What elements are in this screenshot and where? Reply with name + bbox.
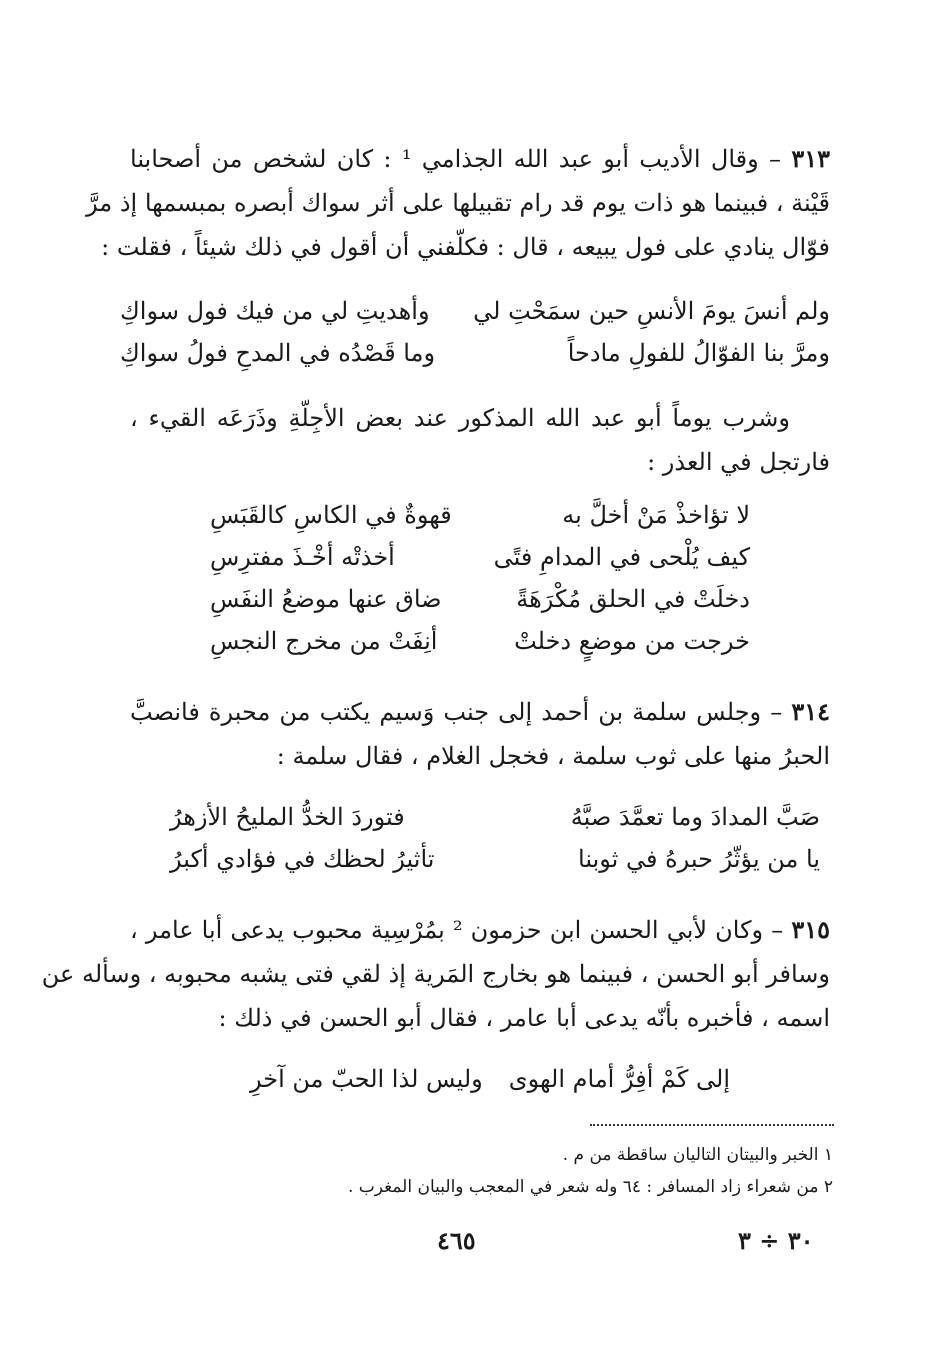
verse-row [170, 838, 820, 880]
entry-313-verses-2 [210, 494, 750, 662]
verse-second-hemistich: فتوردَ الخدُّ المليحُ الأزهرُ [170, 803, 405, 831]
verse-second-hemistich: أخذتْه أخْـذَ مفترِسِ [210, 543, 395, 571]
verse-row [210, 578, 750, 620]
entry-313-line-3: فوّال ينادي على فول يبيعه ، قال : فكلّفني أن أقول في ذلك شيئاً ، فقلت : [101, 233, 830, 261]
entry-314-number: ٣١٤ [791, 697, 830, 726]
signature-mark: ٣٠ ÷ ٣ [738, 1226, 814, 1255]
verse-row [210, 620, 750, 662]
entry-315-number: ٣١٥ [791, 915, 830, 944]
verse-first-hemistich: كيف يُلْحى في المدامِ فتًى [493, 543, 750, 571]
verse-first-hemistich: لا تؤاخذْ مَنْ أخلَّ به [562, 501, 750, 529]
verse-row [250, 1058, 730, 1100]
footnote-1: ١ الخبر والبيتان التاليان ساقطة من م . [562, 1145, 833, 1165]
entry-313-number: ٣١٣ [791, 144, 830, 173]
verse-first-hemistich: ومرَّ بنا الفوّالُ للفولِ مادحاً [567, 339, 830, 367]
verse-second-hemistich: وأهديتِ لي من فيك فول سواكِ [120, 297, 430, 325]
verse-first-hemistich: صَبَّ المدادَ وما تعمَّدَ صبَّهُ [570, 803, 820, 831]
footnote-2: ٢ من شعراء زاد المسافر : ٦٤ وله شعر في المعجب والبيان المغرب . [347, 1177, 833, 1197]
entry-314-line-2: الحبرُ منها على ثوب سلمة ، فخجل الغلام ، فقال سلمة : [276, 742, 830, 770]
entry-314-paragraph [130, 690, 830, 778]
verse-first-hemistich: دخلَتْ في الحلق مُكْرَهَةً [516, 585, 750, 613]
verse-row [170, 796, 820, 838]
entry-315-paragraph [41, 908, 830, 1040]
entry-313-paragraph [86, 137, 830, 269]
verse-second-hemistich: وما قَصْدُه في المدحِ فولُ سواكِ [120, 339, 436, 367]
entry-314-verses [170, 796, 820, 880]
entry-315-line-3: اسمه ، فأخبره بأنّه يدعى أبا عامر ، فقال أبو الحسن في ذلك : [218, 1004, 830, 1032]
prose-2-line-1: وشرب يوماً أبو عبد الله المذكور عند بعض الأجِلّةِ وذَرَعَه القيء ، [130, 404, 790, 432]
entry-313-verses [120, 290, 830, 374]
entry-314-line-1: ٣١٤ – وجلس سلمة بن أحمد إلى جنب وَسيم يكتب من محبرة فانصبَّ [130, 697, 830, 726]
footnote-separator [590, 1124, 834, 1126]
entry-315-verses [250, 1058, 730, 1100]
verse-row [120, 290, 830, 332]
verse-second-hemistich: ضاق عنها موضعُ النفَسِ [210, 585, 442, 613]
verse-first-hemistich: إلى كَمْ أفِرُّ أمام الهوى [508, 1065, 730, 1093]
entry-315-line-2: وسافر أبو الحسن ، فبينما هو بخارج المَرية إذ لقي فتى يشبه محبوبه ، وسأله عن [41, 960, 830, 988]
verse-second-hemistich: وليس لذا الحبّ من آخرِ [250, 1065, 483, 1093]
verse-row [120, 332, 830, 374]
verse-row [210, 536, 750, 578]
entry-313-prose-2 [130, 396, 830, 484]
entry-313-line-1: ٣١٣ – وقال الأديب أبو عبد الله الجذامي ¹ : كان لشخص من أصحابنا [130, 144, 830, 173]
prose-2-line-2: فارتجل في العذر : [647, 448, 830, 476]
verse-first-hemistich: خرجت من موضعٍ دخلتْ [514, 627, 750, 655]
verse-first-hemistich: ولم أنسَ يومَ الأنسِ حين سمَحْتِ لي [473, 297, 830, 325]
verse-second-hemistich: تأثيرُ لحظك في فؤادي أكبرُ [170, 845, 435, 873]
page-number: ٤٦٥ [437, 1226, 476, 1255]
verse-second-hemistich: قهوةٌ في الكاسِ كالقَبَسِ [210, 501, 452, 529]
entry-315-line-1: ٣١٥ – وكان لأبي الحسن ابن حزمون ² بمُرْسِية محبوب يدعى أبا عامر ، [130, 915, 830, 944]
verse-first-hemistich: يا من يؤثّرُ حبرهُ في ثوبنا [578, 845, 820, 873]
verse-row [210, 494, 750, 536]
verse-second-hemistich: أنِفَتْ من مخرج النجسِ [210, 627, 438, 655]
entry-313-line-2: قَيْنة ، فبينما هو ذات يوم قد رام تقبيلها على أثر سواك أبصره بمبسمها إذ مرَّ [86, 189, 830, 217]
